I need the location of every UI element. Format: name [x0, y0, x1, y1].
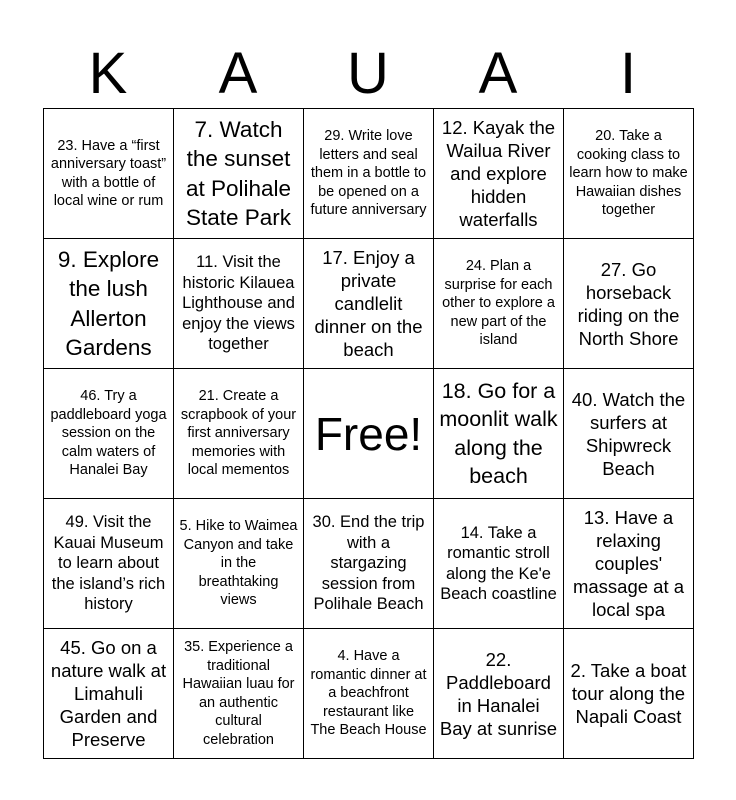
- bingo-header: [43, 40, 693, 108]
- bingo-cell[interactable]: 23. Have a “first anniversary toast” with a bottle of local wine or rum: [44, 109, 174, 239]
- bingo-cell[interactable]: 22. Paddleboard in Hanalei Bay at sunrise: [434, 629, 564, 759]
- header-letter-u: U: [347, 41, 389, 106]
- bingo-cell[interactable]: 7. Watch the sunset at Polihale State Park: [174, 109, 304, 239]
- bingo-cell[interactable]: 27. Go horseback riding on the North Shore: [564, 239, 694, 369]
- bingo-cell[interactable]: 18. Go for a moonlit walk along the beach: [434, 369, 564, 499]
- bingo-cell[interactable]: 46. Try a paddleboard yoga session on the calm waters of Hanalei Bay: [44, 369, 174, 499]
- bingo-cell[interactable]: 21. Create a scrapbook of your first anniversary memories with local mementos: [174, 369, 304, 499]
- bingo-cell[interactable]: 24. Plan a surprise for each other to explore a new part of the island: [434, 239, 564, 369]
- board-row: [44, 239, 694, 369]
- bingo-cell[interactable]: 5. Hike to Waimea Canyon and take in the breathtaking views: [174, 499, 304, 629]
- bingo-cell[interactable]: 40. Watch the surfers at Shipwreck Beach: [564, 369, 694, 499]
- bingo-cell[interactable]: 13. Have a relaxing couples' massage at a local spa: [564, 499, 694, 629]
- board-row: [44, 109, 694, 239]
- bingo-cell[interactable]: 29. Write love letters and seal them in a bottle to be opened on a future anniversary: [304, 109, 434, 239]
- bingo-cell[interactable]: 30. End the trip with a stargazing session from Polihale Beach: [304, 499, 434, 629]
- bingo-board: [43, 108, 694, 759]
- bingo-cell[interactable]: 17. Enjoy a private candlelit dinner on the beach: [304, 239, 434, 369]
- header-letter-k: K: [88, 41, 128, 106]
- bingo-cell[interactable]: 35. Experience a traditional Hawaiian luau for an authentic cultural celebration: [174, 629, 304, 759]
- bingo-cell[interactable]: 12. Kayak the Wailua River and explore hidden waterfalls: [434, 109, 564, 239]
- header-letter-a: A: [218, 41, 258, 106]
- bingo-cell[interactable]: 9. Explore the lush Allerton Gardens: [44, 239, 174, 369]
- header-letter-i: I: [619, 41, 637, 106]
- board-row: [44, 369, 694, 499]
- board-row: [44, 499, 694, 629]
- bingo-cell[interactable]: 2. Take a boat tour along the Napali Coast: [564, 629, 694, 759]
- bingo-cell[interactable]: 45. Go on a nature walk at Limahuli Garden and Preserve: [44, 629, 174, 759]
- free-space-cell[interactable]: Free!: [304, 369, 434, 499]
- header-letter-a: A: [478, 41, 518, 106]
- bingo-cell[interactable]: 14. Take a romantic stroll along the Ke'e Beach coastline: [434, 499, 564, 629]
- board-row: [44, 629, 694, 759]
- bingo-cell[interactable]: 49. Visit the Kauai Museum to learn about the island’s rich history: [44, 499, 174, 629]
- bingo-cell[interactable]: 4. Have a romantic dinner at a beachfront restaurant like The Beach House: [304, 629, 434, 759]
- bingo-cell[interactable]: 11. Visit the historic Kilauea Lighthouse and enjoy the views together: [174, 239, 304, 369]
- bingo-cell[interactable]: 20. Take a cooking class to learn how to make Hawaiian dishes together: [564, 109, 694, 239]
